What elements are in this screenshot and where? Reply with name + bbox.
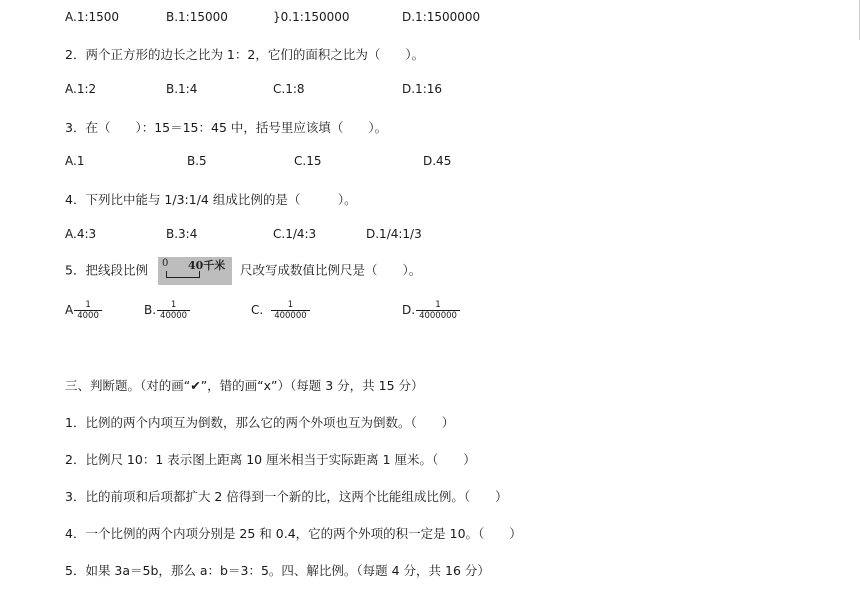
q5-option-a-fraction <box>74 300 102 321</box>
q5-option-d-prefix: D. <box>402 303 416 317</box>
q3-option-d: D.45 <box>423 154 452 168</box>
q3-option-b: B.5 <box>187 154 207 168</box>
fraction-numerator: 1 <box>435 300 441 310</box>
q4-question: 4．下列比中能与 1/3:1/4 组成比例的是（ ）。 <box>65 192 357 207</box>
line-scale-image <box>158 257 232 285</box>
q5-option-b <box>144 300 190 321</box>
q1-option-c: }0.1:150000 <box>273 10 350 24</box>
fraction-numerator: 1 <box>170 300 177 310</box>
q5-option-c-prefix: C. <box>251 303 264 317</box>
judge-item-3: 3．比的前项和后项都扩大 2 倍得到一个新的比，这两个比能组成比例。（ ） <box>65 489 508 504</box>
scale-zero-label: 0 <box>161 258 169 269</box>
q5-prefix: 5．把线段比例 <box>65 262 148 278</box>
q1-option-b: B.1:15000 <box>166 10 228 24</box>
fraction-numerator: 1 <box>287 300 294 310</box>
q4-option-c: C.1/4:3 <box>273 227 317 241</box>
fraction-denominator: 4000000 <box>416 310 460 321</box>
judge-item-4: 4．一个比例的两个内项分别是 25 和 0.4，它的两个外项的积一定是 10。（ ） <box>65 526 522 541</box>
q1-option-d: D.1:1500000 <box>402 10 481 24</box>
q2-option-a: A.1:2 <box>65 82 97 96</box>
q5-option-b-fraction <box>157 300 190 321</box>
q5-suffix: 尺改写成数值比例尺是（ ）。 <box>239 262 422 278</box>
q5-option-a <box>65 300 102 321</box>
q5-option-a-prefix: A <box>65 303 74 317</box>
judge-item-5: 5．如果 3a＝5b，那么 a：b＝3：5。四、解比例。（每题 4 分，共 16 分） <box>65 563 490 578</box>
fraction-denominator: 40000 <box>157 310 190 321</box>
q5-option-b-prefix: B. <box>144 303 157 317</box>
judge-item-2: 2．比例尺 10：1 表示图上距离 10 厘米相当于实际距离 1 厘米。（ ） <box>65 452 476 467</box>
q2-option-b: B.1:4 <box>166 82 198 96</box>
q2-option-c: C.1:8 <box>273 82 305 96</box>
q3-option-a: A.1 <box>65 154 85 168</box>
fraction-denominator: 400000 <box>271 310 309 321</box>
q5-option-c <box>251 300 310 321</box>
q4-option-d: D.1/4:1/3 <box>366 227 422 241</box>
fraction-denominator: 4000 <box>74 310 102 321</box>
q2-question: 2．两个正方形的边长之比为 1：2，它们的面积之比为（ ）。 <box>65 47 425 62</box>
q1-option-a: A.1:1500 <box>65 10 120 24</box>
q4-option-b: B.3:4 <box>166 227 198 241</box>
q4-option-a: A.4:3 <box>65 227 97 241</box>
q3-question: 3．在（ ）：15＝15：45 中，括号里应该填（ ）。 <box>65 120 388 135</box>
q5-question <box>65 257 421 285</box>
q2-option-d: D.1:16 <box>402 82 443 96</box>
q5-option-d-fraction <box>416 300 460 321</box>
section3-title: 三、判断题。（对的画“✔”，错的画“x”）（每题 3 分，共 15 分） <box>65 378 424 393</box>
scale-bar <box>166 271 200 278</box>
fraction-numerator: 1 <box>85 300 91 310</box>
q5-option-c-fraction <box>271 300 309 321</box>
judge-item-1: 1．比例的两个内项互为倒数，那么它的两个外项也互为倒数。（ ） <box>65 415 455 430</box>
scale-distance-label: 40千米 <box>187 259 226 272</box>
q5-option-d <box>402 300 460 321</box>
q3-option-c: C.15 <box>294 154 322 168</box>
